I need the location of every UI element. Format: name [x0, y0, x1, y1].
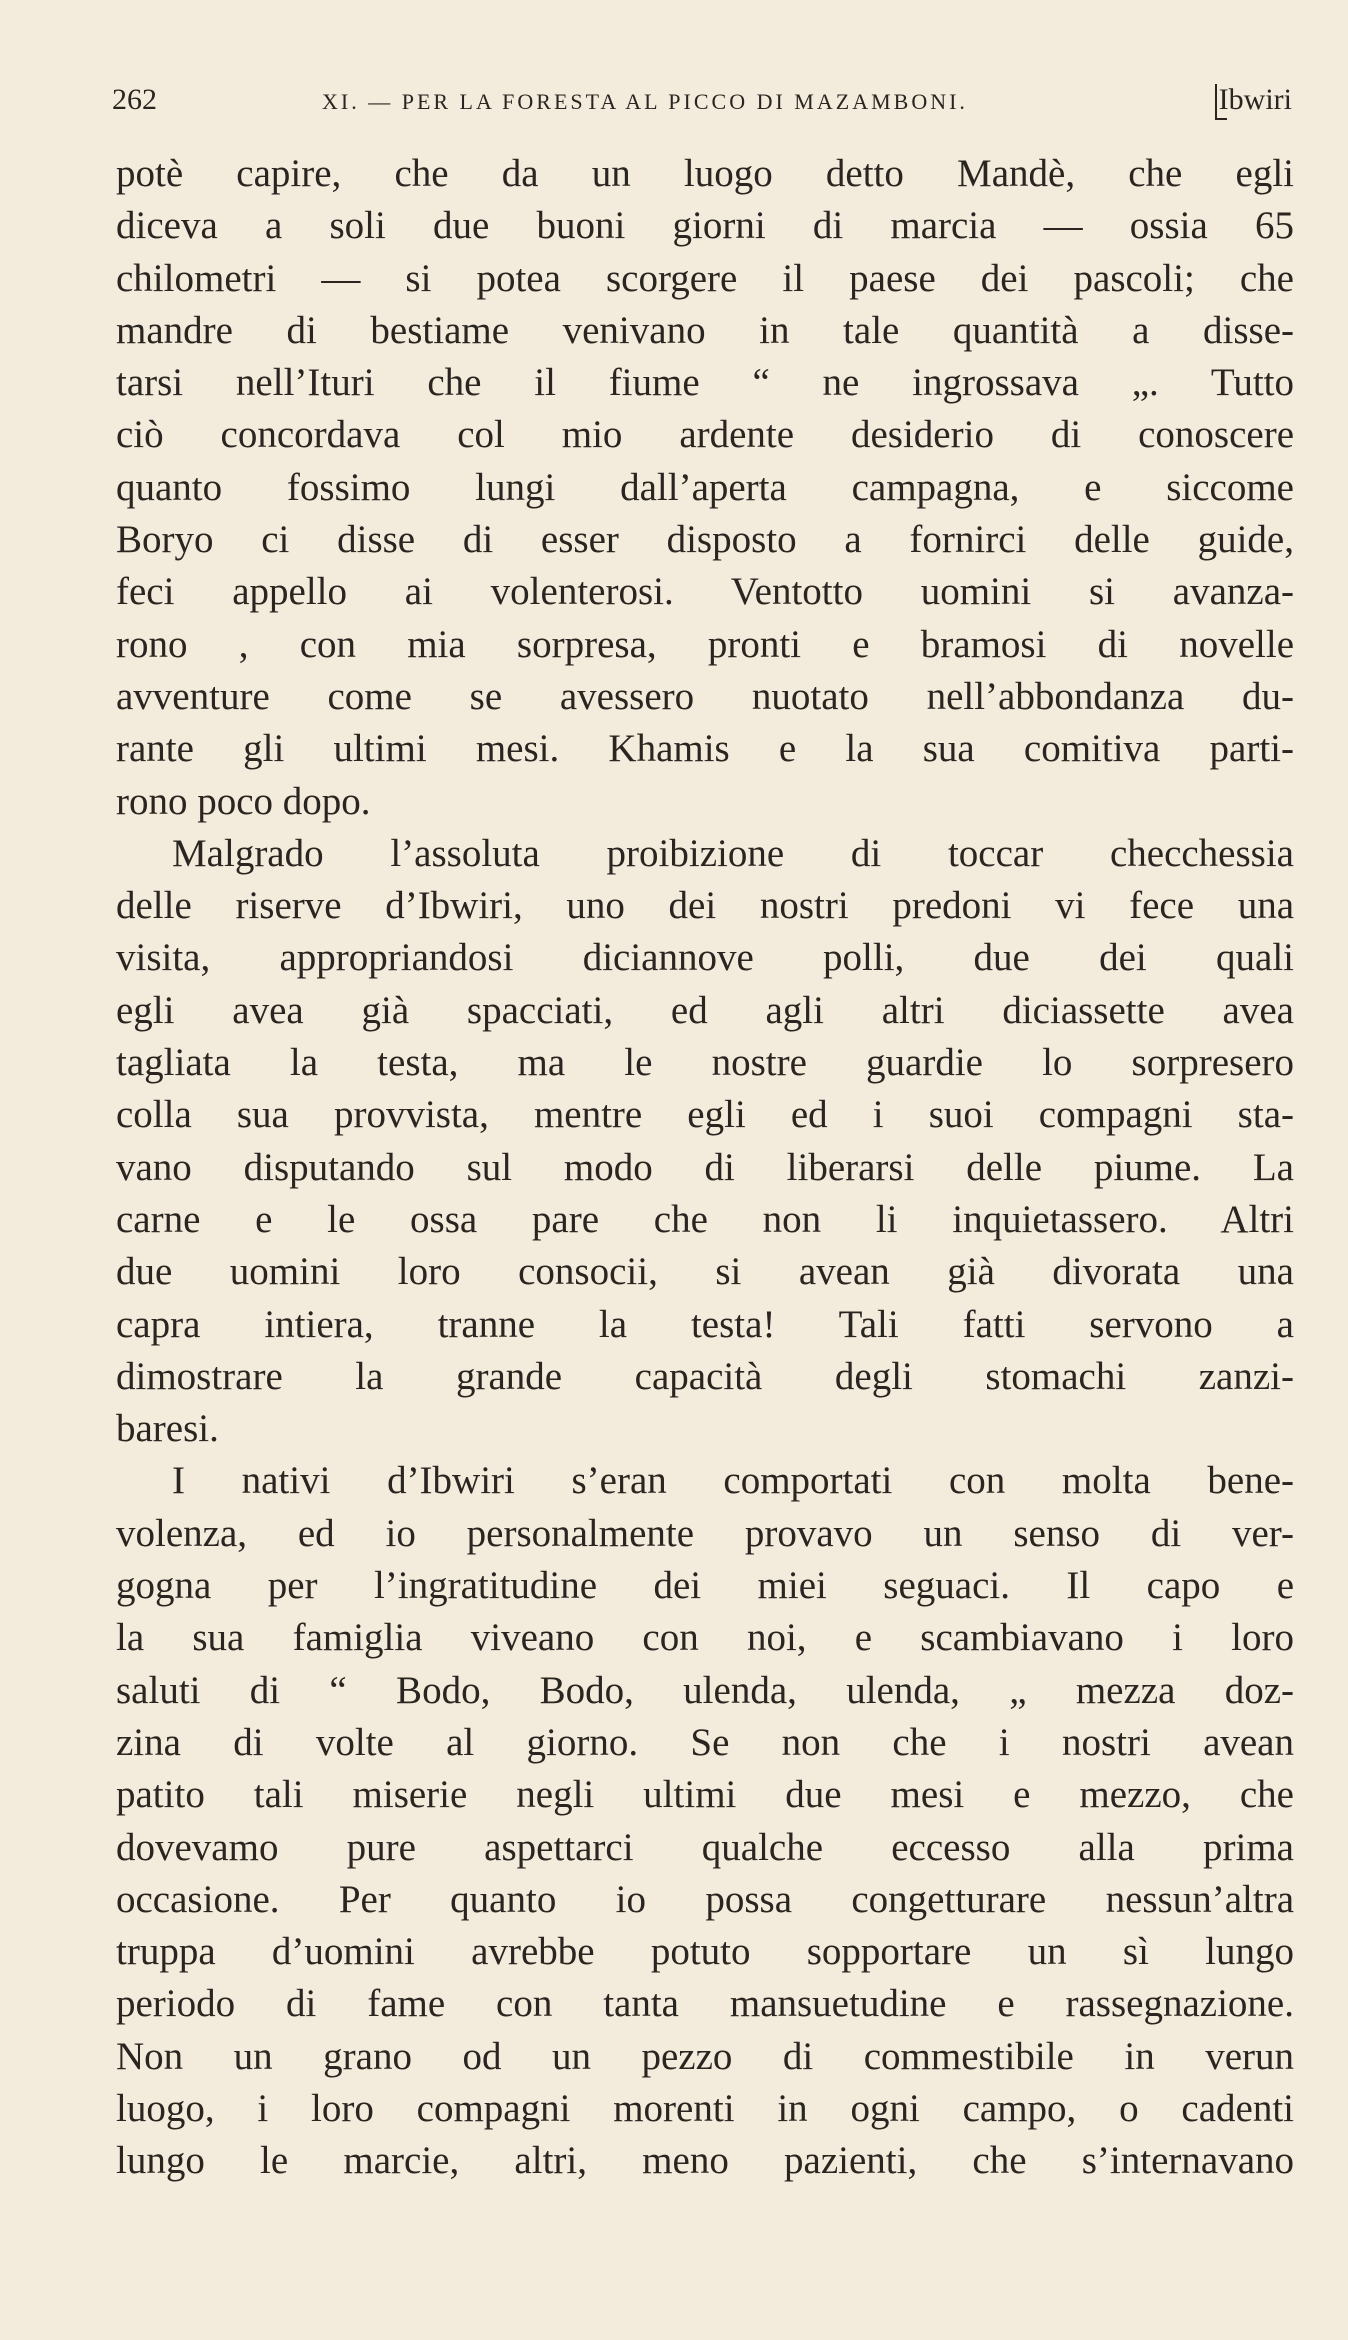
text-line: vano disputando sul modo di liberarsi delle piume. La	[116, 1145, 1294, 1189]
text-line: carne e le ossa pare che non li inquietassero. Altri	[116, 1197, 1294, 1241]
text-line: ciò concordava col mio ardente desiderio di conoscere	[116, 413, 1294, 457]
text-line: lungo le marcie, altri, meno pazienti, che s’internavano	[116, 2139, 1294, 2183]
text-line: rante gli ultimi mesi. Khamis e la sua comitiva parti-	[116, 727, 1294, 771]
page-header	[112, 80, 1292, 130]
text-line: truppa d’uomini avrebbe potuto sopportare un sì lungo	[116, 1930, 1294, 1974]
text-line: visita, appropriandosi diciannove polli, due dei quali	[116, 936, 1294, 980]
running-mark: Ibwiri	[1219, 80, 1292, 120]
text-line: tagliata la testa, ma le nostre guardie lo sorpresero	[116, 1041, 1294, 1085]
text-line: patito tali miserie negli ultimi due mesi e mezzo, che	[116, 1773, 1294, 1817]
text-line: feci appello ai volenterosi. Ventotto uomini si avanza-	[116, 570, 1294, 614]
text-line: Non un grano od un pezzo di commestibile in verun	[116, 2034, 1294, 2078]
text-line: volenza, ed io personalmente provavo un senso di ver-	[116, 1511, 1294, 1555]
text-line: baresi.	[116, 1407, 219, 1451]
text-line: I nativi d’Ibwiri s’eran comportati con molta bene-	[172, 1459, 1294, 1503]
text-line: rono , con mia sorpresa, pronti e bramosi di novelle	[116, 622, 1294, 666]
page-number: 262	[112, 83, 157, 116]
text-line: mandre di bestiame venivano in tale quantità a disse-	[116, 308, 1294, 352]
text-line: rono poco dopo.	[116, 779, 371, 823]
text-line: diceva a soli due buoni giorni di marcia — ossia 65	[116, 204, 1294, 248]
running-title: XI. — PER LA FORESTA AL PICCO DI MAZAMBONI.	[322, 89, 968, 114]
text-line: egli avea già spacciati, ed agli altri diciassette avea	[116, 988, 1294, 1032]
text-line: saluti di “ Bodo, Bodo, ulenda, ulenda, „ mezza doz-	[116, 1668, 1294, 1712]
text-line: la sua famiglia viveano con noi, e scambiavano i loro	[116, 1616, 1294, 1660]
text-line: tarsi nell’Ituri che il fiume “ ne ingrossava „. Tutto	[116, 361, 1294, 405]
text-line: periodo di fame con tanta mansuetudine e rassegnazione.	[116, 1982, 1294, 2026]
text-line: dovevamo pure aspettarci qualche eccesso alla prima	[116, 1825, 1294, 1869]
body-text	[116, 148, 1294, 2188]
text-line: quanto fossimo lungi dall’aperta campagna, e siccome	[116, 465, 1294, 509]
text-line: chilometri — si potea scorgere il paese dei pascoli; che	[116, 256, 1294, 300]
text-line: luogo, i loro compagni morenti in ogni campo, o cadenti	[116, 2086, 1294, 2130]
text-line: occasione. Per quanto io possa congetturare nessun’altra	[116, 1877, 1294, 1921]
text-line: potè capire, che da un luogo detto Mandè, che egli	[116, 152, 1294, 195]
text-line: delle riserve d’Ibwiri, uno dei nostri predoni vi fece una	[116, 884, 1294, 928]
text-line: avventure come se avessero nuotato nell’abbondanza du-	[116, 674, 1294, 718]
text-line: dimostrare la grande capacità degli stomachi zanzi-	[116, 1354, 1294, 1398]
text-line: Malgrado l’assoluta proibizione di toccar checchessia	[172, 831, 1294, 875]
text-line: capra intiera, tranne la testa! Tali fatti servono a	[116, 1302, 1294, 1346]
text-line: colla sua provvista, mentre egli ed i suoi compagni sta-	[116, 1093, 1294, 1137]
text-line: zina di volte al giorno. Se non che i nostri avean	[116, 1720, 1294, 1764]
text-line: gogna per l’ingratitudine dei miei seguaci. Il capo e	[116, 1564, 1294, 1608]
text-line: Boryo ci disse di esser disposto a fornirci delle guide,	[116, 518, 1294, 562]
text-line: due uomini loro consocii, si avean già divorata una	[116, 1250, 1294, 1294]
